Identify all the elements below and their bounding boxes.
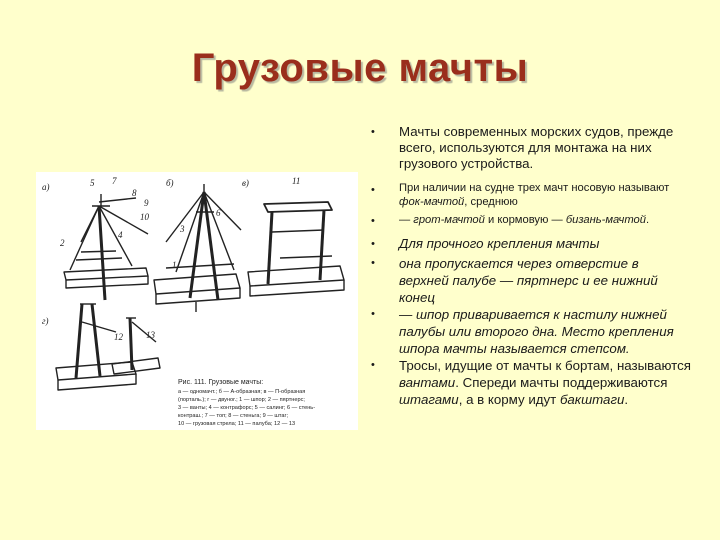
panel-label-v: в)	[242, 178, 249, 188]
figure-caption-line: 10 — грузовая стрела; 11 — палуба; 12 — 13	[178, 421, 296, 427]
bullet-text: Мачты современных морских судов, прежде всего, используются для монтажа на них грузового устройства.	[399, 124, 674, 171]
figure-caption-line: а — одномачт.; б — А-образная; в — П-образная	[178, 389, 306, 395]
bullet-marker: •	[371, 257, 375, 269]
portal-mast-illustration	[248, 202, 344, 296]
part-number: 11	[292, 176, 301, 186]
panel-label-b: б)	[166, 178, 174, 188]
bullet-item	[362, 213, 692, 227]
bullet-text: .	[624, 392, 629, 407]
bullet-text: Тросы, идущие от мачты к бортам, называются	[399, 358, 691, 373]
part-number: 2	[60, 238, 65, 248]
bullet-marker: •	[371, 238, 375, 250]
bullet-marker: •	[371, 184, 375, 196]
bullet-marker: •	[371, 126, 375, 138]
bullet-item	[362, 124, 692, 172]
bullet-item	[362, 236, 692, 252]
bullet-marker: •	[371, 215, 375, 227]
bullet-term: фок-мачтой	[399, 195, 465, 208]
bullet-term: грот-мачтой	[413, 214, 485, 226]
bullet-text: , а в корму идут	[458, 392, 560, 407]
bullet-term: вантами	[399, 375, 456, 390]
bullet-item	[362, 357, 692, 408]
figure-caption-line: контраш.; 7 — топ; 8 — стеньга; 9 — штаг;	[178, 413, 289, 419]
bullet-text: . Спереди мачты поддерживаются	[455, 375, 668, 390]
bullet-text: При наличии на судне трех мачт носовую называют	[399, 182, 670, 194]
panel-label-a: а)	[42, 182, 50, 192]
part-number: 8	[132, 188, 137, 198]
bullet-marker: •	[371, 359, 375, 371]
part-number: 6	[216, 208, 221, 218]
bipod-mast-illustration	[56, 304, 160, 390]
bullet-term: бакштаги	[559, 392, 625, 407]
panel-label-g: г)	[42, 316, 49, 326]
part-number: 9	[144, 198, 149, 208]
bullet-text: она пропускается через отверстие в верхней палубе — пяртнерс и ее нижний конец	[399, 256, 658, 305]
bullet-text: Для прочного крепления мачты	[399, 236, 600, 251]
bullet-item	[362, 255, 692, 306]
mast-diagram	[36, 172, 358, 430]
mast-diagram-drawing	[36, 172, 358, 430]
part-number: 4	[118, 230, 123, 240]
bullet-text: .	[645, 214, 650, 226]
figure-caption-line: (порталь.); г — двуног.; 1 — шпор; 2 — пяртнерс;	[178, 397, 305, 403]
part-number: 3	[180, 224, 185, 234]
part-number: 1	[172, 260, 177, 270]
bullet-marker: •	[371, 308, 375, 320]
part-number: 7	[112, 176, 117, 186]
part-number: 12	[114, 332, 123, 342]
bullet-term: штагами	[399, 392, 459, 407]
bullet-item	[362, 306, 692, 357]
part-number: 13	[146, 330, 155, 340]
part-number: 5	[90, 178, 95, 188]
bullet-list	[362, 124, 692, 408]
bullet-text: —	[399, 214, 414, 226]
single-mast-illustration	[64, 194, 148, 300]
bullet-text: — шпор приваривается к настилу нижней палубы или второго дна. Место крепления шпора мачты называется степсом.	[399, 307, 674, 356]
a-frame-mast-illustration	[154, 184, 241, 312]
bullet-term: бизань-мачтой	[565, 214, 646, 226]
slide-title: Грузовые мачты	[191, 46, 529, 90]
figure-caption-line: 3 — ванты; 4 — контрафорс; 5 — салинг; 6 — стень-	[178, 405, 316, 411]
bullet-item	[362, 182, 692, 209]
part-number: 10	[140, 212, 149, 222]
figure-caption-title: Рис. 111. Грузовые мачты:	[178, 379, 264, 386]
bullet-text: и кормовую —	[484, 214, 566, 226]
bullet-text: , среднюю	[464, 195, 518, 208]
